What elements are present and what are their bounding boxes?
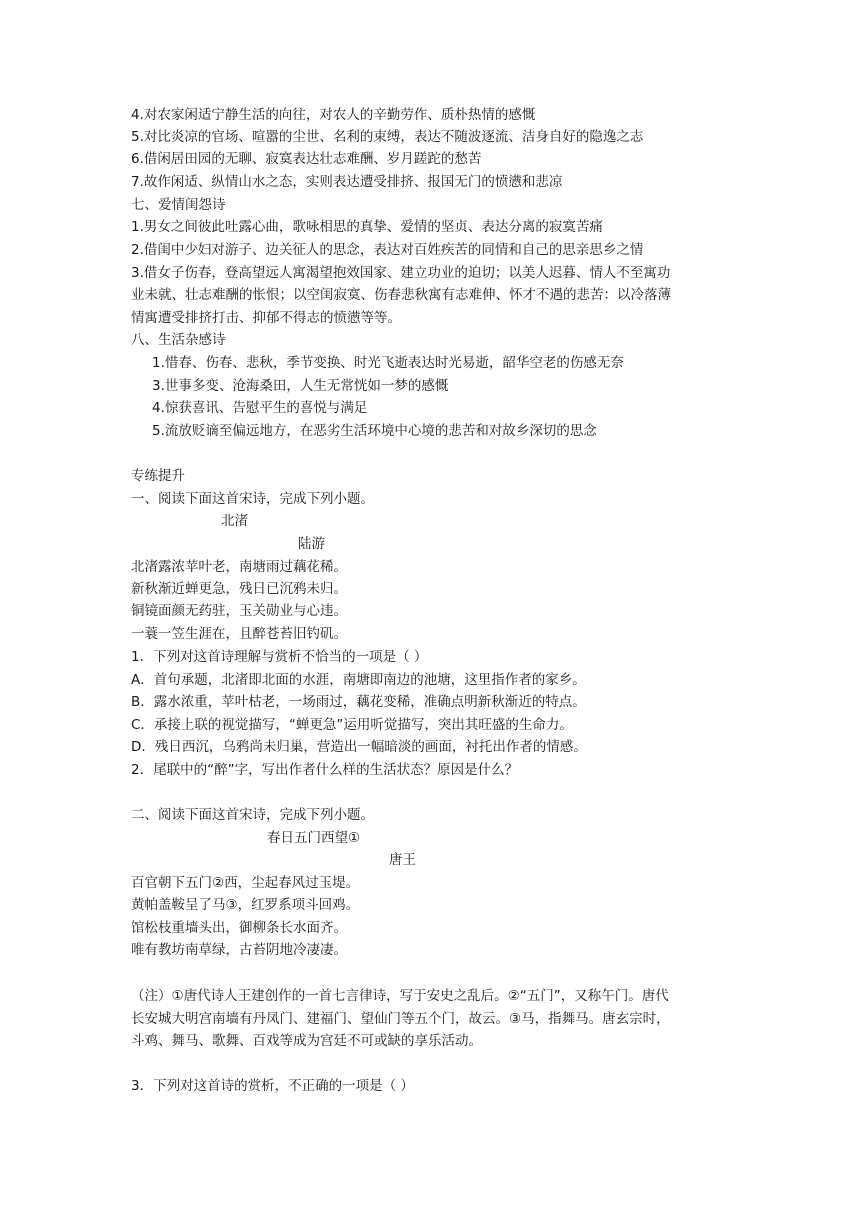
poem1-title: 北渚 <box>221 513 248 529</box>
section7-item1: 1.男女之间彼此吐露心曲，歌咏相思的真挚、爱情的坚贞、表达分离的寂寞苦痛 <box>131 219 603 235</box>
poem1-line: 新秋渐近蝉更急，残日已沉鸦未归。 <box>131 581 347 597</box>
question-1: 1．下列对这首诗理解与赏析不恰当的一项是（ ） <box>131 649 428 665</box>
section7-item3-line3: 情寓遭受排挤打击、抑郁不得志的愤懑等等。 <box>131 310 401 326</box>
section8-item1: 1.惜春、伤春、悲秋，季节变换、时光飞逝表达时光易逝，韶华空老的伤感无奈 <box>152 355 624 371</box>
poem2-line: 馆松枝重墙头出，御柳条长水面齐。 <box>131 920 347 936</box>
practice-heading: 专练提升 <box>131 468 185 484</box>
poem2-line: 唯有教坊南草绿，古苔阴地冷凄凄。 <box>131 942 347 958</box>
section8-heading: 八、生活杂感诗 <box>131 332 226 348</box>
poem1-line: 北渚露浓苹叶老，南塘雨过藕花稀。 <box>131 559 347 575</box>
option-d: D．残日西沉，乌鸦尚未归巢，营造出一幅暗淡的画面，衬托出作者的情感。 <box>131 739 587 755</box>
section7-heading: 七、爱情闺怨诗 <box>131 197 226 213</box>
option-c: C．承接上联的视觉描写，“蝉更急”运用听觉描写，突出其旺盛的生命力。 <box>131 717 573 733</box>
section8-item4: 4.惊获喜讯、告慰平生的喜悦与满足 <box>152 400 368 416</box>
poem1-line: 铜镜面颜无药驻，玉关勋业与心违。 <box>131 603 347 619</box>
section6-item5: 5.对比炎凉的官场、喧嚣的尘世、名利的束缚，表达不随波逐流、洁身自好的隐逸之志 <box>131 129 644 145</box>
poem1-author: 陆游 <box>298 536 325 552</box>
poem2-line: 黄帕盖鞍呈了马③，红罗系项斗回鸡。 <box>131 897 360 913</box>
question-2: 2．尾联中的“醉”字，写出作者什么样的生活状态？原因是什么？ <box>131 762 519 778</box>
section6-item6: 6.借闲居田园的无聊、寂寞表达壮志难酬、岁月蹉跎的愁苦 <box>131 151 482 167</box>
section8-item5: 5.流放贬谪至偏远地方，在恶劣生活环境中心境的悲苦和对故乡深切的思念 <box>152 423 597 439</box>
poem2-author: 唐王 <box>389 852 416 868</box>
poem2-title: 春日五门西望① <box>267 830 361 846</box>
poem1-line: 一蓑一笠生涯在，且醉苍苔旧钓矶。 <box>131 626 347 642</box>
option-b: B．露水浓重，苹叶枯老，一场雨过，藕花变稀，准确点明新秋渐近的特点。 <box>131 694 586 710</box>
section7-item2: 2.借闺中少妇对游子、边关征人的思念，表达对百姓疾苦的同情和自己的思亲思乡之情 <box>131 242 644 258</box>
note-line2: 长安城大明宫南墙有丹凤门、建福门、望仙门等五个门，故云。③马，指舞马。唐玄宗时， <box>131 1011 670 1027</box>
section6-item7: 7.故作闲适、纵情山水之态，实则表达遭受排挤、报国无门的愤懑和悲凉 <box>131 174 563 190</box>
section7-item3-line2: 业未就、壮志难酬的怅恨；以空闺寂寞、伤春悲秋寓有志难伸、怀才不遇的悲苦：以冷落薄 <box>131 287 671 303</box>
note-line3: 斗鸡、舞马、歌舞、百戏等成为宫廷不可或缺的享乐活动。 <box>131 1033 482 1049</box>
option-a: A．首句承题，北渚即北面的水涯，南塘即南边的池塘，这里指作者的家乡。 <box>131 672 586 688</box>
note-line1: （注）①唐代诗人王建创作的一首七言律诗，写于安史之乱后。②“五门”，又称午门。唐代 <box>131 988 669 1004</box>
section7-item3-line1: 3.借女子伤春，登高望远人寓渴望抱效国家、建立功业的迫切；以美人迟暮、情人不至寓功 <box>131 265 671 281</box>
poem2-line: 百官朝下五门②西，尘起春风过玉堤。 <box>131 875 360 891</box>
section6-item4: 4.对农家闲适宁静生活的向往，对农人的辛勤劳作、质朴热情的感慨 <box>131 107 536 123</box>
section8-item3: 3.世事多变、沧海桑田，人生无常恍如一梦的感慨 <box>152 378 449 394</box>
part2-intro: 二、阅读下面这首宋诗，完成下列小题。 <box>131 807 374 823</box>
question-3: 3．下列对这首诗的赏析，不正确的一项是（ ） <box>131 1078 414 1094</box>
part1-intro: 一、阅读下面这首宋诗，完成下列小题。 <box>131 491 374 507</box>
